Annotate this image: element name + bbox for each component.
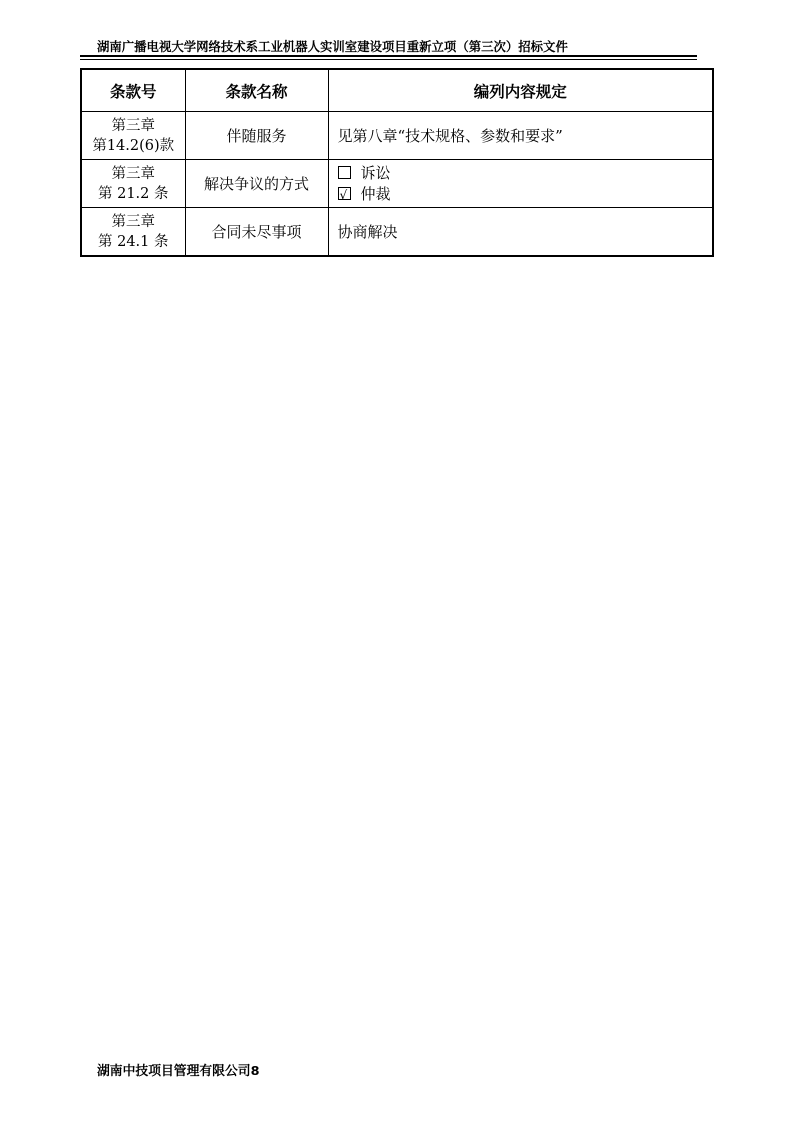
page-number: 8 <box>250 1064 260 1079</box>
clause-chapter: 第三章 <box>111 165 155 182</box>
clause-number: 第 21.2 条 <box>97 185 169 202</box>
clause-content: 协商解决 <box>328 208 713 257</box>
header-content: 编列内容规定 <box>328 69 713 112</box>
header-clause-name: 条款名称 <box>185 69 328 112</box>
option-label: 诉讼 <box>360 163 391 182</box>
document-footer <box>97 1060 259 1079</box>
table-row <box>81 160 713 208</box>
clause-chapter: 第三章 <box>111 117 155 134</box>
option-arbitration <box>338 184 713 205</box>
clauses-table <box>80 68 714 257</box>
clause-name: 合同未尽事项 <box>185 208 328 257</box>
document-header: 湖南广播电视大学网络技术系工业机器人实训室建设项目重新立项（第三次）招标文件 <box>97 39 568 54</box>
option-label: 仲裁 <box>360 184 391 203</box>
footer-company: 湖南中技项目管理有限公司 <box>97 1064 251 1079</box>
option-litigation <box>338 163 713 184</box>
table-row <box>81 208 713 257</box>
unchecked-box-icon <box>338 166 351 179</box>
clause-content: 见第八章“技术规格、参数和要求” <box>328 112 713 160</box>
checked-box-icon <box>338 187 351 200</box>
clause-options <box>328 160 713 208</box>
clause-name: 解决争议的方式 <box>185 160 328 208</box>
clause-number: 第14.2(6)款 <box>92 137 175 154</box>
clause-no-cell <box>81 208 185 257</box>
clause-number: 第 24.1 条 <box>97 233 169 250</box>
header-rule-thin <box>80 59 697 60</box>
checkmark-icon: √ <box>339 187 348 202</box>
header-rule-thick <box>80 55 697 57</box>
table-header-row <box>81 69 713 112</box>
table-row <box>81 112 713 160</box>
clause-chapter: 第三章 <box>111 213 155 230</box>
header-clause-no: 条款号 <box>81 69 185 112</box>
clause-no-cell <box>81 112 185 160</box>
clause-no-cell <box>81 160 185 208</box>
clause-name: 伴随服务 <box>185 112 328 160</box>
